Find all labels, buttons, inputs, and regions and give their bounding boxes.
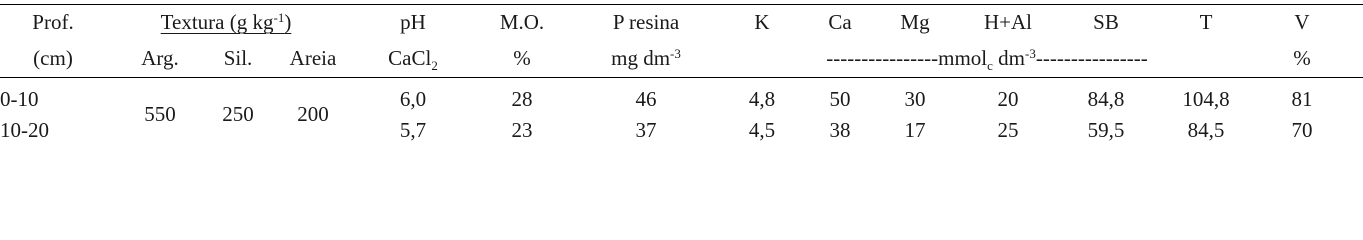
- col-header-v: V: [1294, 10, 1310, 34]
- col-header-t: T: [1199, 10, 1213, 34]
- col-header-ph: pH: [400, 10, 426, 34]
- cell-arg: 550: [144, 102, 176, 126]
- cell-p-resina: 37: [635, 118, 657, 142]
- cell-mo: 28: [511, 87, 533, 111]
- cell-sil: 250: [222, 102, 254, 126]
- header-rule: [0, 77, 1363, 78]
- cell-areia: 200: [297, 102, 329, 126]
- row-depth: 10-20: [0, 118, 49, 142]
- cell-sb: 59,5: [1087, 118, 1125, 142]
- mg-dm-label: mg dm: [611, 46, 671, 70]
- col-header-k: K: [754, 10, 770, 34]
- cell-ca: 50: [829, 87, 851, 111]
- cell-mo: 23: [511, 118, 533, 142]
- mmol-exponent: -3: [1025, 46, 1036, 61]
- col-header-sil: Sil.: [223, 46, 253, 70]
- cell-h-al: 20: [997, 87, 1019, 111]
- cell-ca: 38: [829, 118, 851, 142]
- unit-percent-v: %: [1293, 46, 1311, 70]
- col-header-sb: SB: [1093, 10, 1119, 34]
- col-header-mo: M.O.: [499, 10, 545, 34]
- unit-cacl2: [388, 46, 438, 73]
- cell-sb: 84,8: [1087, 87, 1125, 111]
- col-header-arg: Arg.: [141, 46, 179, 70]
- cacl-subscript: 2: [431, 58, 438, 73]
- cell-t: 104,8: [1182, 87, 1230, 111]
- col-header-mg: Mg: [900, 10, 930, 34]
- mmol-dashes-left: ----------------mmol: [826, 46, 988, 70]
- col-header-h-al: H+Al: [983, 10, 1033, 34]
- cell-k: 4,5: [748, 118, 776, 142]
- unit-mmolc-dm: [826, 46, 1148, 73]
- unit-mg-dm: [611, 46, 681, 70]
- mg-dm-exponent: -3: [670, 46, 681, 61]
- cell-mg: 30: [904, 87, 926, 111]
- cell-p-resina: 46: [635, 87, 657, 111]
- cell-ph: 6,0: [399, 87, 427, 111]
- textura-exponent: -1: [273, 10, 285, 25]
- col-header-ca: Ca: [828, 10, 852, 34]
- top-rule: [0, 4, 1363, 5]
- row-depth: 0-10: [0, 87, 39, 111]
- mmol-dm: dm: [992, 46, 1026, 70]
- mmol-subscript: c: [987, 58, 993, 73]
- cell-v: 81: [1291, 87, 1313, 111]
- textura-label: Textura (g kg: [160, 10, 274, 34]
- cell-h-al: 25: [997, 118, 1019, 142]
- mmol-dashes-right: ----------------: [1035, 46, 1148, 70]
- unit-cm: (cm): [33, 46, 73, 70]
- cell-t: 84,5: [1187, 118, 1225, 142]
- cell-mg: 17: [904, 118, 926, 142]
- col-header-prof: Prof.: [32, 10, 74, 34]
- cell-v: 70: [1291, 118, 1313, 142]
- col-header-textura: [161, 10, 292, 34]
- cell-k: 4,8: [748, 87, 776, 111]
- unit-percent-mo: %: [513, 46, 531, 70]
- col-header-p-resina: P resina: [612, 10, 680, 34]
- textura-close: ): [284, 10, 292, 34]
- cacl-main: CaCl: [388, 46, 432, 70]
- col-header-areia: Areia: [289, 46, 337, 70]
- cell-ph: 5,7: [399, 118, 427, 142]
